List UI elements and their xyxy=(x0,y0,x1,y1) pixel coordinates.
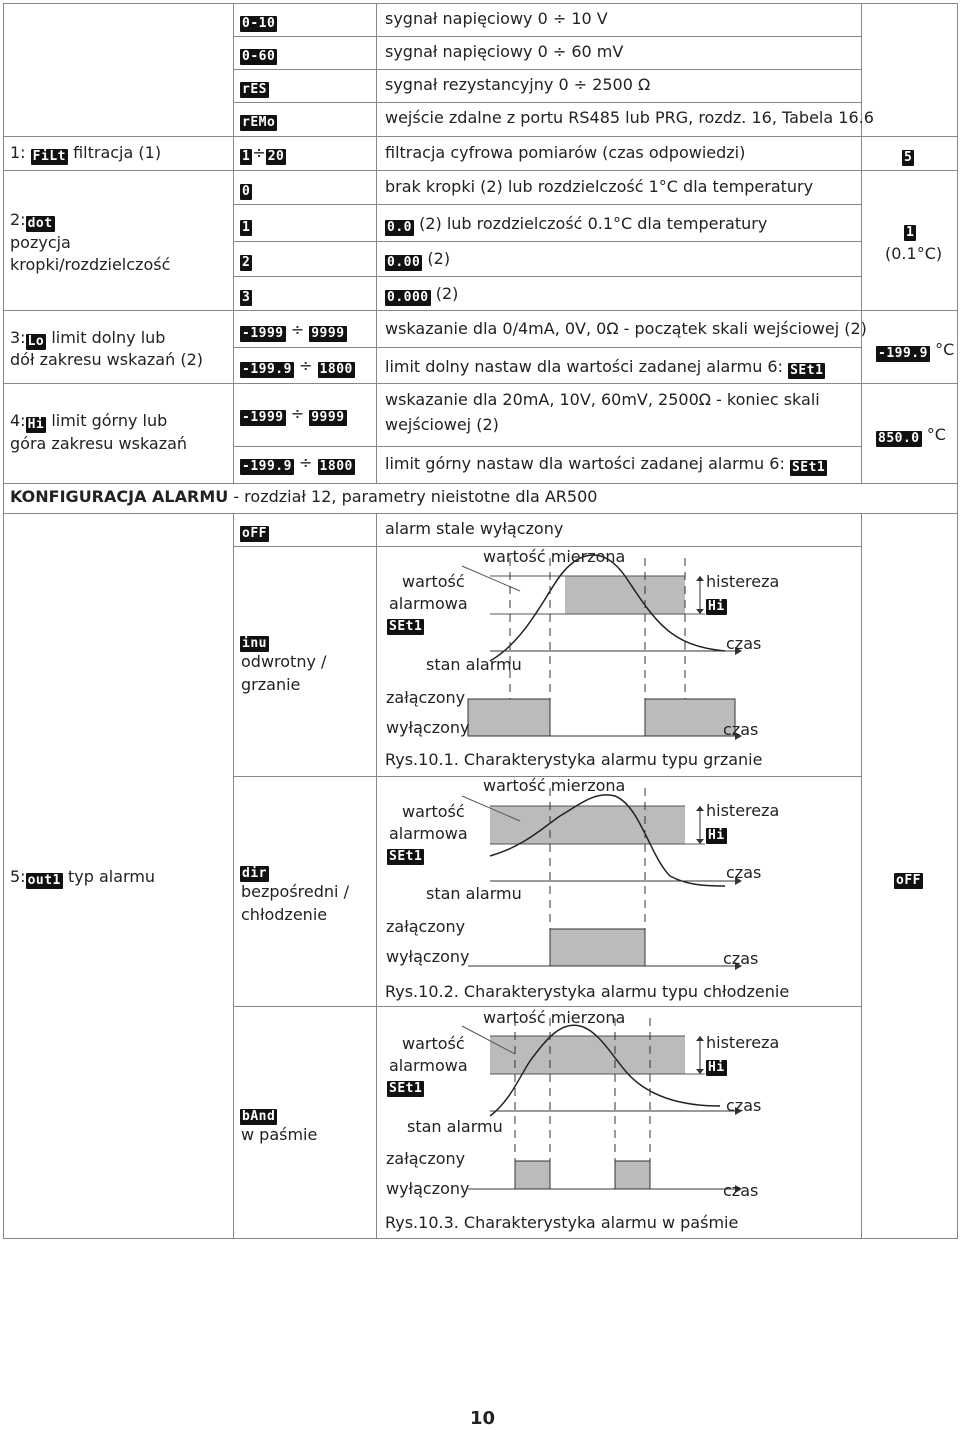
band-upper xyxy=(490,806,685,844)
param-code: out1 xyxy=(27,873,61,888)
band-upper xyxy=(490,1036,685,1074)
code-0-10: 0-10 xyxy=(242,16,276,31)
desc1-b: wejściowej (2) xyxy=(385,415,499,434)
param-number: 3: xyxy=(10,328,26,347)
label-hyst-code: Hi xyxy=(708,599,725,614)
label-hyst: histereza xyxy=(706,801,780,820)
desc1-a: wskazanie dla 20mA, 10V, 60mV, 2500Ω - koniec skali xyxy=(385,390,820,409)
state-on-1 xyxy=(468,699,550,736)
default-value: oFF xyxy=(896,873,921,888)
param-number: 5: xyxy=(10,867,26,886)
default-value: 5 xyxy=(904,150,913,165)
desc2-code: SEt1 xyxy=(791,460,826,475)
range2-min: -199.9 xyxy=(242,362,292,377)
section-header xyxy=(10,488,597,506)
state-on-1 xyxy=(515,1161,550,1189)
label-alarm-a: wartość xyxy=(402,572,465,591)
label-time-2: czas xyxy=(723,949,759,968)
label-on: załączony xyxy=(386,1149,466,1168)
default-unit: °C xyxy=(926,425,946,444)
desc2: limit górny nastaw dla wartości zadanej alarmu 6: xyxy=(385,454,785,473)
default-note: (0.1°C) xyxy=(885,244,943,263)
label-time-1: czas xyxy=(726,863,762,882)
label-hyst-code: Hi xyxy=(708,828,725,843)
opt-1-code: 1 xyxy=(242,220,251,235)
param-name-b: kropki/rozdzielczość xyxy=(10,255,171,274)
label-time-1: czas xyxy=(726,634,762,653)
label-on: załączony xyxy=(386,917,466,936)
mode-inu-name-b: grzanie xyxy=(241,675,301,694)
off-code: oFF xyxy=(242,526,267,541)
label-set: SEt1 xyxy=(389,849,423,864)
state-on-2 xyxy=(615,1161,650,1189)
label-hyst: histereza xyxy=(706,1033,780,1052)
section-title: KONFIGURACJA ALARMU xyxy=(10,487,229,506)
param-name-b: góra zakresu wskazań xyxy=(10,434,188,453)
label-state: stan alarmu xyxy=(426,884,522,903)
default-value: 1 xyxy=(906,225,915,240)
mode-inu-code: inu xyxy=(242,636,267,651)
range-min: 1 xyxy=(242,149,251,164)
desc1: wskazanie dla 0/4mA, 0V, 0Ω - początek skali wejściowej (2) xyxy=(385,319,867,338)
opt-0-desc: brak kropki (2) lub rozdzielczość 1°C dla temperatury xyxy=(385,177,814,196)
default-unit: °C xyxy=(935,340,955,359)
label-hyst: histereza xyxy=(706,572,780,591)
range2-max: 1800 xyxy=(319,362,353,377)
range-div: ÷ xyxy=(252,143,266,162)
label-alarm-a: wartość xyxy=(402,1034,465,1053)
mode-band-code: bAnd xyxy=(242,1109,276,1124)
band-upper xyxy=(565,576,685,596)
code-0-60: 0-60 xyxy=(242,49,276,64)
label-set: SEt1 xyxy=(389,1081,423,1096)
label-state: stan alarmu xyxy=(426,655,522,674)
label-alarm-a: wartość xyxy=(402,802,465,821)
code-res: rES xyxy=(242,82,267,97)
diagram-band xyxy=(380,1006,860,1238)
mode-dir-code: dir xyxy=(242,866,267,881)
opt-3-code: 3 xyxy=(242,290,251,305)
diagram-heating xyxy=(380,546,860,776)
param-name-b: dół zakresu wskazań (2) xyxy=(10,350,203,369)
desc2-code: SEt1 xyxy=(790,363,824,378)
range2-max: 1800 xyxy=(319,459,353,474)
mode-dir-name-a: bezpośredni / xyxy=(241,882,349,901)
label-set: SEt1 xyxy=(389,619,423,634)
param-number: 1: xyxy=(10,143,26,162)
param-number: 4: xyxy=(10,411,26,430)
param-code: Lo xyxy=(27,334,45,349)
param-name-a: limit dolny lub xyxy=(51,328,166,347)
default-value: 850.0 xyxy=(878,431,920,446)
param-name: filtracja (1) xyxy=(73,143,162,162)
param-name: typ alarmu xyxy=(67,867,156,886)
caption-band: Rys.10.3. Charakterystyka alarmu w paśmie xyxy=(385,1213,739,1232)
section-rest: - rozdział 12, parametry nieistotne dla AR500 xyxy=(228,487,598,506)
opt-2-desc: (2) xyxy=(427,249,451,268)
opt-3-desc: (2) xyxy=(435,284,459,303)
caption-heating: Rys.10.1. Charakterystyka alarmu typu grzanie xyxy=(385,750,763,769)
range1-min: -1999 xyxy=(242,410,284,425)
default-value: -199.9 xyxy=(878,346,928,361)
opt-0-code: 0 xyxy=(242,184,251,199)
code-remo: rEMo xyxy=(242,115,276,130)
label-time-2: czas xyxy=(723,1181,759,1200)
opt-1-desc: (2) lub rozdzielczość 0.1°C dla temperatury xyxy=(419,214,768,233)
opt-2-lcd: 0.00 xyxy=(387,255,421,270)
label-on: załączony xyxy=(386,688,466,707)
label-off: wyłączony xyxy=(386,947,470,966)
label-measured: wartość mierzona xyxy=(483,547,626,566)
param-name-a: pozycja xyxy=(10,233,71,252)
range1-max: 9999 xyxy=(311,410,345,425)
desc2: limit dolny nastaw dla wartości zadanej alarmu 6: xyxy=(385,357,783,376)
state-on-2 xyxy=(645,699,735,736)
opt-3-lcd: 0.000 xyxy=(387,290,429,305)
diagram-cooling xyxy=(380,776,860,1006)
param-desc: filtracja cyfrowa pomiarów (czas odpowiedzi) xyxy=(385,143,746,162)
label-alarm-b: alarmowa xyxy=(389,1056,468,1075)
desc-0-60: sygnał napięciowy 0 ÷ 60 mV xyxy=(385,42,624,61)
range1-max: 9999 xyxy=(311,326,345,341)
param-code: Hi xyxy=(27,417,45,432)
param-code: FiLt xyxy=(32,149,66,164)
page-number: 10 xyxy=(470,1408,496,1429)
label-alarm-b: alarmowa xyxy=(389,594,468,613)
label-time-2: czas xyxy=(723,720,759,739)
desc-0-10: sygnał napięciowy 0 ÷ 10 V xyxy=(385,9,608,28)
off-desc: alarm stale wyłączony xyxy=(385,519,564,538)
label-hyst-code: Hi xyxy=(708,1060,725,1075)
measured-pointer xyxy=(462,566,520,591)
mode-dir-name-b: chłodzenie xyxy=(241,905,328,924)
state-on-1 xyxy=(550,929,645,966)
param-name-a: limit górny lub xyxy=(51,411,168,430)
label-off: wyłączony xyxy=(386,1179,470,1198)
desc-remo: wejście zdalne z portu RS485 lub PRG, rozdz. 16, Tabela 16.6 xyxy=(385,108,874,127)
range-max: 20 xyxy=(267,149,285,164)
label-state: stan alarmu xyxy=(407,1117,503,1136)
label-alarm-b: alarmowa xyxy=(389,824,468,843)
param-code: dot xyxy=(27,216,53,231)
range1-min: -1999 xyxy=(242,326,284,341)
label-measured: wartość mierzona xyxy=(483,1008,626,1027)
desc-res: sygnał rezystancyjny 0 ÷ 2500 Ω xyxy=(385,75,651,94)
mode-inu-name-a: odwrotny / xyxy=(241,652,327,671)
caption-cooling: Rys.10.2. Charakterystyka alarmu typu chłodzenie xyxy=(385,982,790,1001)
opt-1-lcd: 0.0 xyxy=(387,220,412,235)
param-number: 2: xyxy=(10,210,26,229)
mode-band-name: w paśmie xyxy=(241,1125,318,1144)
label-measured: wartość mierzona xyxy=(483,776,626,795)
range2-min: -199.9 xyxy=(242,459,292,474)
label-time-1: czas xyxy=(726,1096,762,1115)
label-off: wyłączony xyxy=(386,718,470,737)
opt-2-code: 2 xyxy=(242,255,251,270)
